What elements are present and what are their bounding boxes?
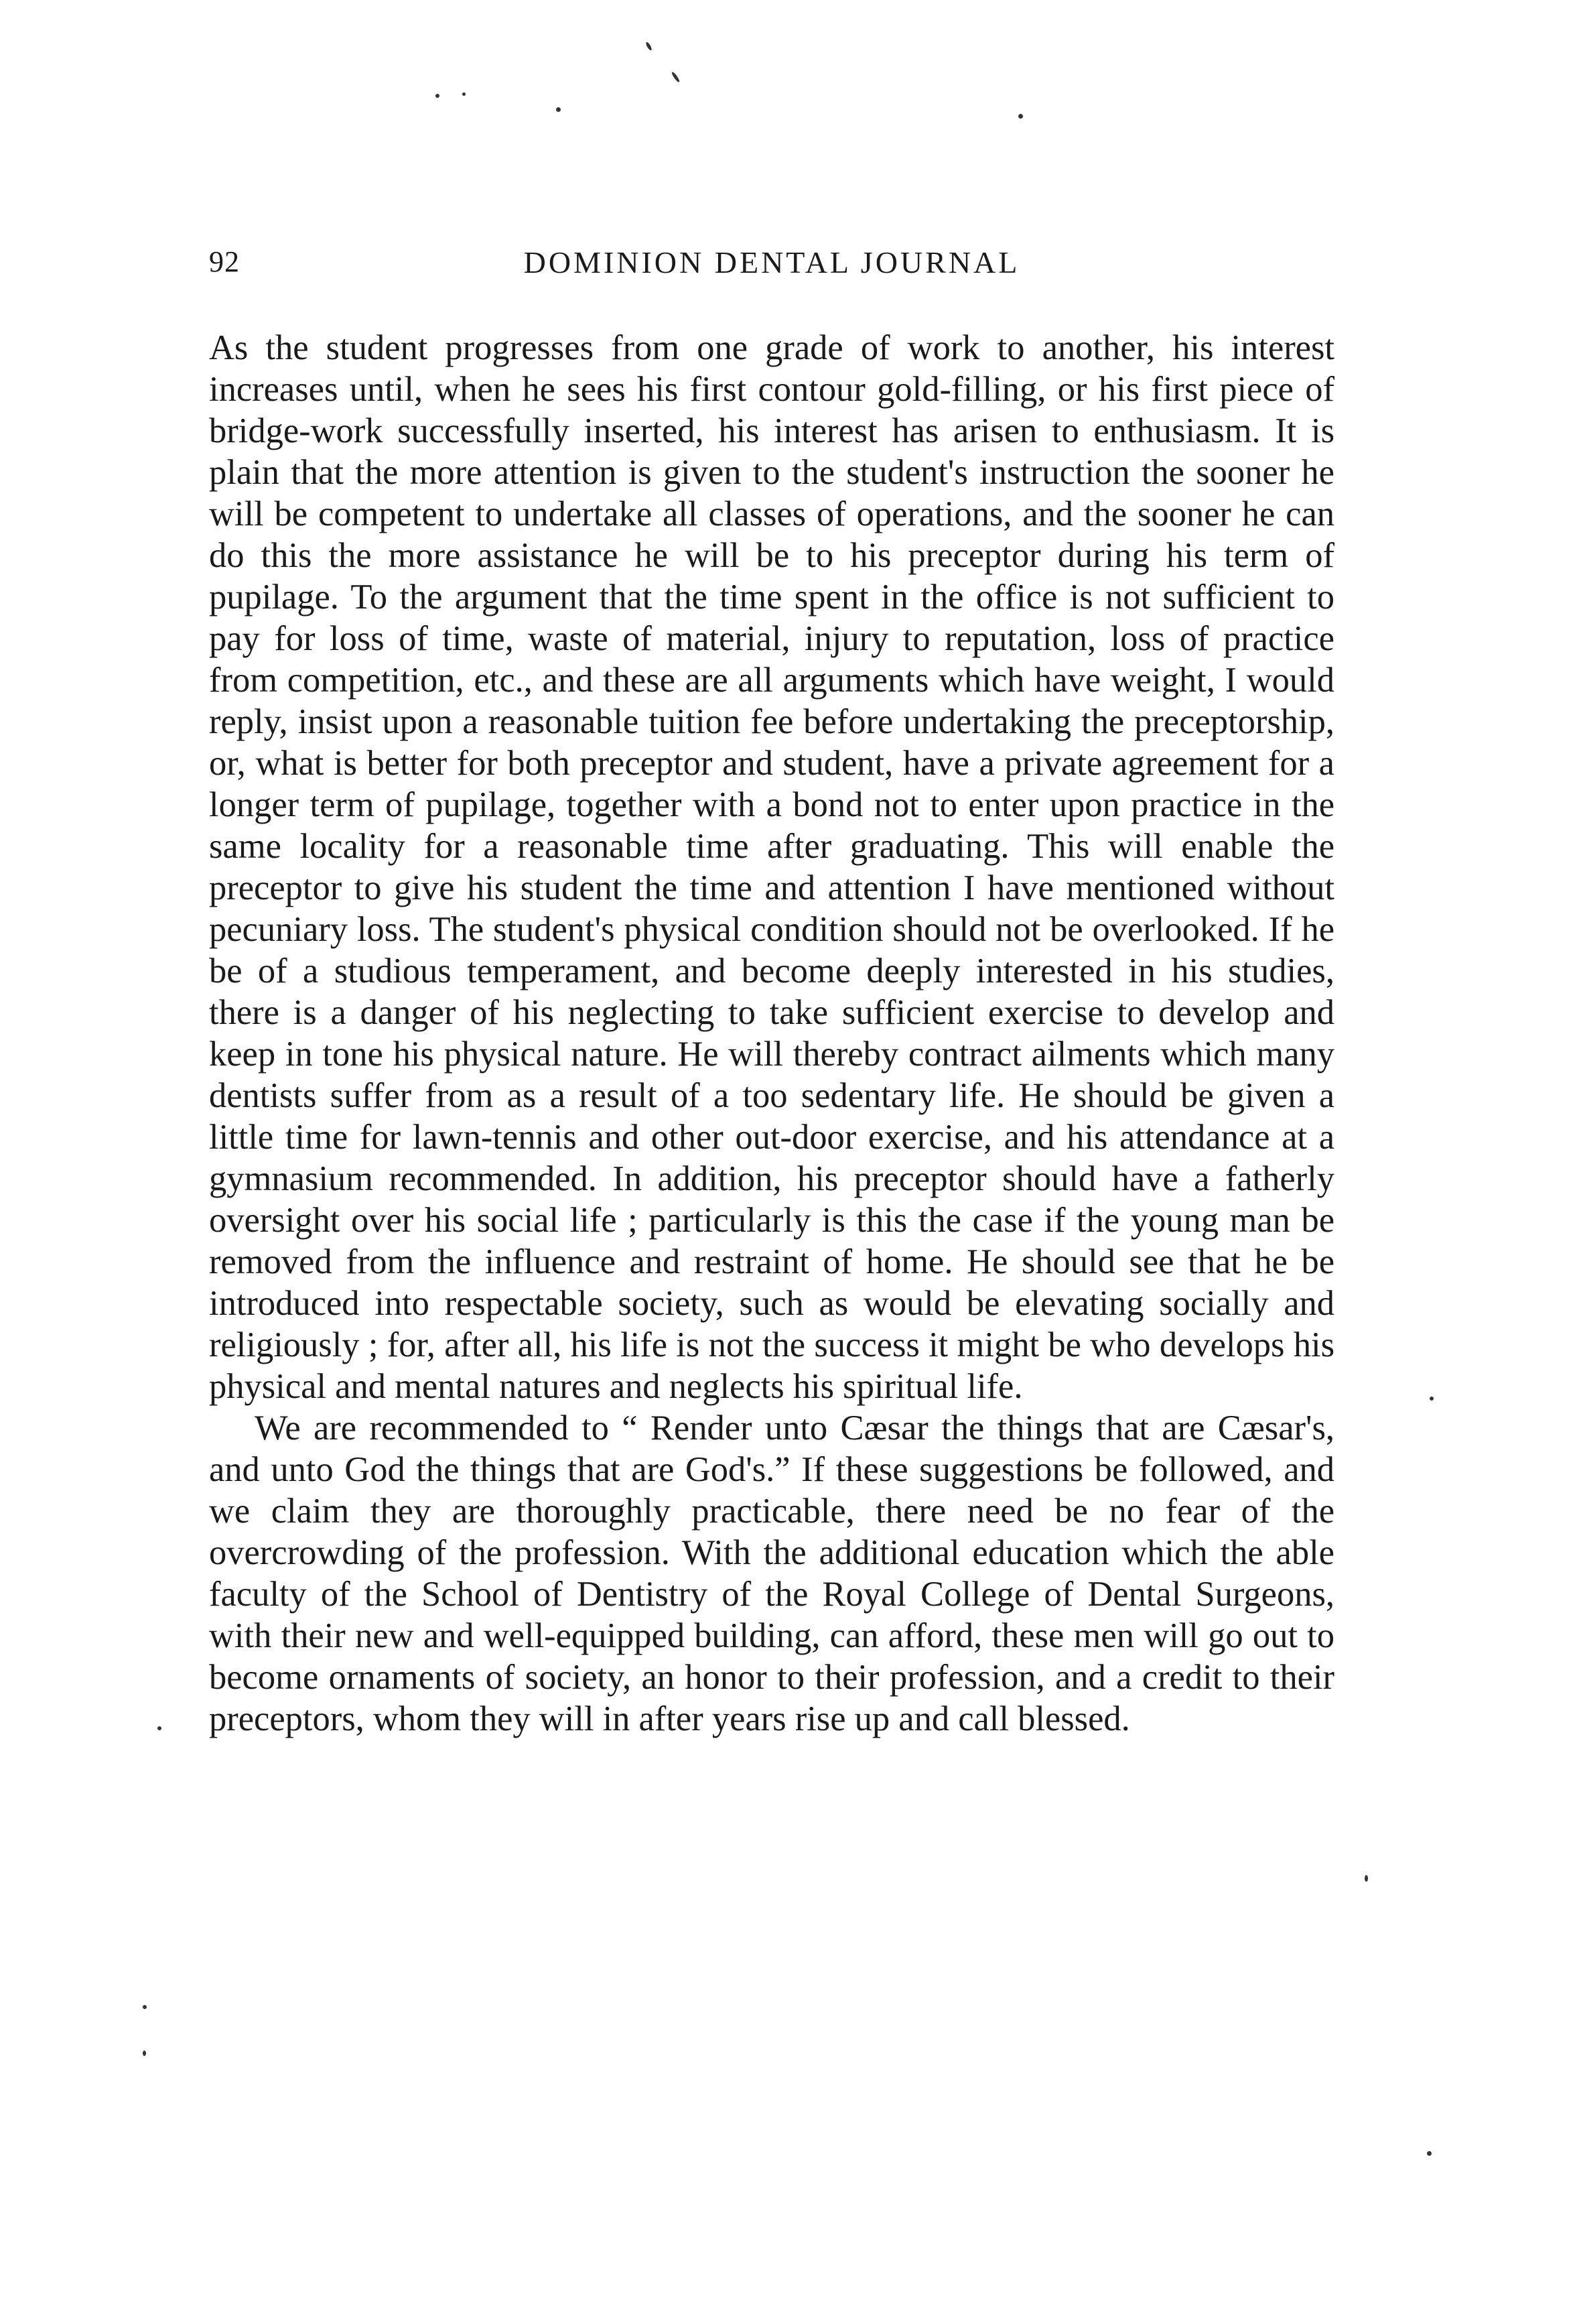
body-paragraph: As the student progresses from one grade of work to another, his interest increases until, when he sees his first contour gold-filling, or his first piece of bridge-work successfully inserted, his interest has arisen to enthusiasm. It is plain that the more attention is given to the student's instruction the sooner he will be competent to undertake all classes of operations, and the sooner he can do this the more assistance he will be to his preceptor during his term of pupilage. To the argument that the time spent in the office is not sufficient to pay for loss of time, waste of material, injury to reputation, loss of practice from competition, etc., and these are all arguments which have weight, I would reply, insist upon a reasonable tuition fee before undertaking the preceptorship, or, what is better for both preceptor and student, have a private agreement for a longer term of pupilage, together with a bond not to enter upon practice in the same locality for a reasonable time after graduating. This will enable the preceptor to give his student the time and attention I have mentioned without pecuniary loss. The student's physical condition should not be overlooked. If he be of a studious temperament, and become deeply interested in his studies, there is a danger of his neglecting to take sufficient exercise to develop and keep in tone his physical nature. He will thereby contract ailments which many dentists suffer from as a result of a too sedentary life. He should be given a little time for lawn-tennis and other out-door exercise, and his attendance at a gymnasium recommended. In addition, his preceptor should have a fatherly oversight over his social life ; particularly is this the case if the young man be removed from the influence and restraint of home. He should see that he be introduced into respectable society, such as would be elevating socially and religiously ; for, after all, his life is not the success it might be who develops his physical and mental natures and neglects his spiritual life. [209, 328, 1334, 1406]
scan-speck [462, 92, 466, 96]
scan-speck [556, 107, 561, 112]
scan-speck [645, 42, 653, 52]
body-paragraph: We are recommended to “ Render unto Cæsar the things that are Cæsar's, and unto God the things that are God's.” If these suggestions be followed, and we claim they are thoroughly practicable, there need be no fear of the overcrowding of the profession. With the additional education which the able faculty of the School of Dentistry of the Royal College of Dental Surgeons, with their new and well-equipped building, can afford, these men will go out to become ornaments of society, an honor to their profession, and a credit to their preceptors, whom they will in after years rise up and call blessed. [209, 1409, 1334, 1738]
scan-speck [1430, 1397, 1434, 1401]
article-body [209, 327, 1334, 1740]
scan-speck [143, 2051, 146, 2056]
scan-speck [157, 1726, 161, 1730]
scan-speck [1427, 2151, 1432, 2156]
scan-speck [143, 2005, 147, 2009]
page-header [209, 245, 1334, 292]
scan-speck [1365, 1875, 1368, 1882]
page-number: 92 [209, 245, 240, 278]
scan-speck [435, 94, 439, 98]
scan-speck [1018, 114, 1023, 119]
running-title: DOMINION DENTAL JOURNAL [523, 245, 1020, 279]
scan-speck [671, 71, 680, 83]
